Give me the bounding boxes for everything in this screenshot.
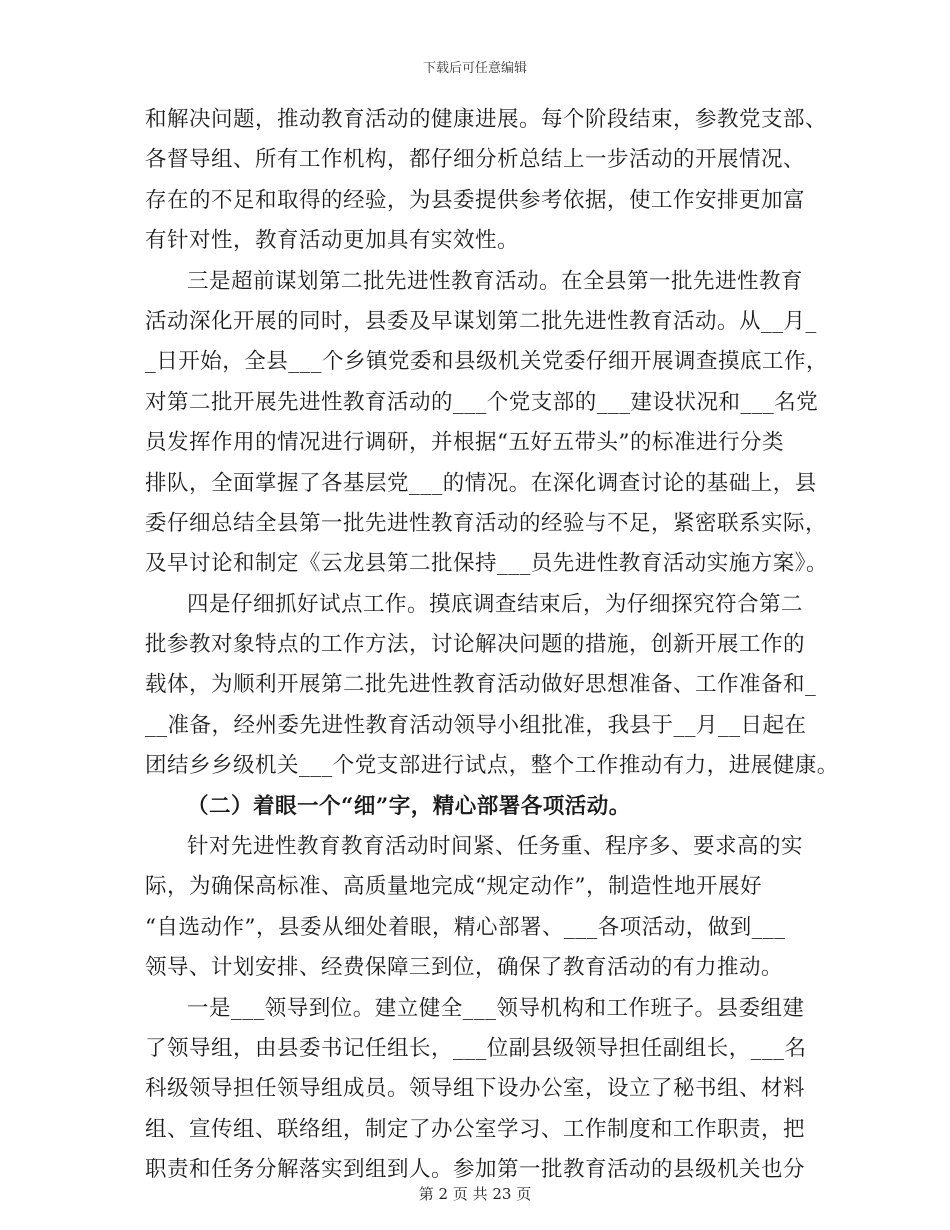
text-line: 四是仔细抓好试点工作。摸底调查结束后，为仔细探究符合第二 [187, 591, 804, 617]
text-line: 和解决问题，推动教育活动的健康进展。每个阶段结束，参教党支部、 [145, 107, 828, 132]
document-body [145, 100, 839, 1191]
section-heading: （二）着眼一个“细”字，精心部署各项活动。 [187, 793, 631, 819]
text-line: 对第二批开展先进性教育活动的___个党支部的___建设状况和___名党 [145, 389, 819, 415]
text-line: 科级领导担任领导组成员。领导组下设办公室，设立了秘书组、材料 [145, 1076, 806, 1102]
text-line: “自选动作”，县委从细处着眼，精心部署、___各项活动，做到___ [145, 914, 786, 940]
page-header: 下载后可任意编辑 [422, 61, 527, 76]
text-line: 职责和任务分解落实到组到人。参加第一批教育活动的县级机关也分 [145, 1157, 806, 1183]
text-line: 组、宣传组、联络组，制定了办公室学习、工作制度和工作职责，把 [145, 1116, 806, 1142]
text-line: 领导、计划安排、经费保障三到位，确保了教育活动的有力推动。 [145, 955, 784, 981]
text-line: 一是___领导到位。建立健全___领导机构和工作班子。县委组建 [187, 995, 805, 1021]
text-line: 针对先进性教育教育活动时间紧、任务重、程序多、要求高的实 [187, 834, 804, 860]
text-line: 批参教对象特点的工作方法，讨论解决问题的措施，创新开展工作的 [145, 632, 806, 658]
page-footer: 第 2 页 共 23 页 [418, 1185, 532, 1203]
text-line: 活动深化开展的同时，县委及早谋划第二批先进性教育活动。从__月_ [145, 308, 817, 334]
text-line: 团结乡乡级机关___个党支部进行试点，整个工作推动有力，进展健康。 [145, 753, 839, 779]
text-line: 排队，全面掌握了各基层党___的情况。在深化调查讨论的基础上，县 [145, 470, 817, 496]
text-line: 三是超前谋划第二批先进性教育活动。在全县第一批先进性教育 [187, 268, 804, 294]
text-line: 了领导组，由县委书记任组长，___位副县级领导担任副组长，___名 [145, 1035, 807, 1061]
text-line: 存在的不足和取得的经验，为县委提供参考依据，使工作安排更加富 [145, 187, 806, 213]
text-line: _日开始，全县___个乡镇党委和县级机关党委仔细开展调查摸底工作， [145, 349, 829, 375]
text-line: 际，为确保高标准、高质量地完成“规定动作”，制造性地开展好 [145, 874, 762, 900]
text-line: 员发挥作用的情况进行调研，并根据“五好五带头”的标准进行分类 [145, 430, 784, 456]
text-line: 载体，为顺利开展第二批先进性教育活动做好思想准备、工作准备和_ [145, 672, 817, 698]
text-line: 委仔细总结全县第一批先进性教育活动的经验与不足，紧密联系实际， [145, 510, 828, 536]
text-line: 及早讨论和制定《云龙县第二批保持___员先进性教育活动实施方案》。 [145, 551, 829, 577]
text-line: 有针对性，教育活动更加具有实效性。 [145, 228, 520, 254]
text-line: 各督导组、所有工作机构，都仔细分析总结上一步活动的开展情况、 [145, 147, 806, 173]
text-line: __准备，经州委先进性教育活动领导小组批准，我县于__月__日起在 [145, 712, 807, 738]
